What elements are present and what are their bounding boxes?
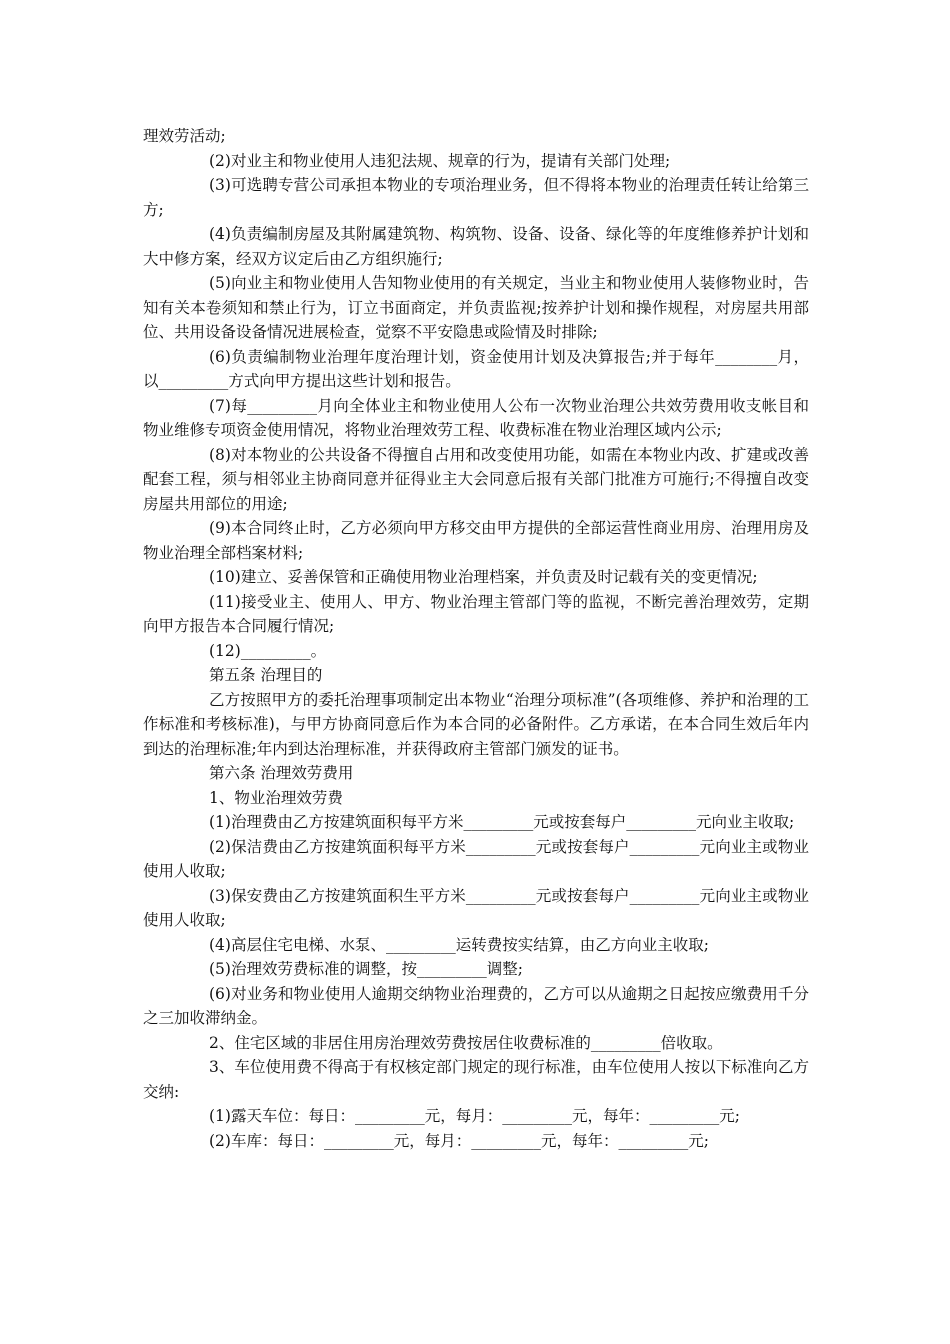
paragraph-item-4: (4)负责编制房屋及其附属建筑物、构筑物、设备、设备、绿化等的年度维修养护计划和大中修方案，经双方议定后由乙方组织施行;	[143, 225, 809, 268]
section-3-paragraph: 3、车位使用费不得高于有权核定部门规定的现行标准，由车位使用人按以下标准向乙方交纳:	[143, 1058, 809, 1101]
fee-item-6: (6)对业务和物业使用人逾期交纳物业治理费的，乙方可以从逾期之日起按应缴费用千分之三加收滞纳金。	[143, 984, 809, 1027]
section-1-heading: 1、物业治理效劳费	[209, 788, 343, 807]
paragraph-continuation: 理效劳活动;	[143, 127, 226, 145]
article-5-heading: 第五条 治理目的	[209, 666, 323, 684]
paragraph-item-11: (11)接受业主、使用人、甲方、物业治理主管部门等的监视，不断完善治理效劳，定期向甲方报告本合同履行情况;	[143, 592, 809, 635]
paragraph-item-6: (6)负责编制物业治理年度治理计划，资金使用计划及决算报告;并于每年________月，以_________方式向甲方提出这些计划和报告。	[143, 347, 809, 390]
paragraph-item-12: (12)_________。	[209, 641, 327, 660]
article-6-heading: 第六条 治理效劳费用	[209, 764, 354, 782]
document-page	[143, 124, 809, 1153]
fee-item-2: (2)保洁费由乙方按建筑面积每平方米_________元或按套每户_________元向业主或物业使用人收取;	[143, 837, 809, 880]
paragraph-item-10: (10)建立、妥善保管和正确使用物业治理档案，并负责及时记载有关的变更情况;	[209, 568, 758, 586]
paragraph-item-3: (3)可选聘专营公司承担本物业的专项治理业务，但不得将本物业的治理责任转让给第三方;	[143, 176, 809, 219]
paragraph-item-2: (2)对业主和物业使用人违犯法规、规章的行为，提请有关部门处理;	[209, 151, 671, 170]
fee-item-1: (1)治理费由乙方按建筑面积每平方米_________元或按套每户_________元向业主收取;	[209, 813, 795, 831]
paragraph-item-9: (9)本合同终止时，乙方必须向甲方移交由甲方提供的全部运营性商业用房、治理用房及物业治理全部档案材料;	[143, 519, 809, 562]
fee-item-4: (4)高层住宅电梯、水泵、_________运转费按实结算，由乙方向业主收取;	[209, 935, 709, 954]
parking-item-1: (1)露天车位：每日：_________元，每月：_________元，每年：_________元;	[209, 1107, 740, 1125]
parking-item-2: (2)车库：每日：_________元，每月：_________元，每年：_________元;	[209, 1131, 709, 1150]
article-5-body: 乙方按照甲方的委托治理事项制定出本物业“治理分项标准”(各项维修、养护和治理的工作标准和考核标准)，与甲方协商同意后作为本合同的必备附件。乙方承诺，在本合同生效后年内到达的治理标准;年内到达治理标准，并获得政府主管部门颁发的证书。	[143, 690, 809, 758]
section-2-paragraph: 2、住宅区域的非居住用房治理效劳费按居住收费标准的_________倍收取。	[209, 1033, 723, 1052]
paragraph-item-7: (7)每_________月向全体业主和物业使用人公布一次物业治理公共效劳费用收支帐目和物业维修专项资金使用情况，将物业治理效劳工程、收费标准在物业治理区域内公示;	[143, 396, 809, 439]
fee-item-5: (5)治理效劳费标准的调整，按_________调整;	[209, 960, 523, 978]
fee-item-3: (3)保安费由乙方按建筑面积生平方米_________元或按套每户_________元向业主或物业使用人收取;	[143, 886, 809, 929]
paragraph-item-5: (5)向业主和物业使用人告知物业使用的有关规定，当业主和物业使用人装修物业时，告知有关本卷须知和禁止行为，订立书面商定，并负责监视;按养护计划和操作规程，对房屋共用部位、共用设备设备情况进展检查，觉察不平安隐患或险情及时排除;	[143, 274, 809, 341]
paragraph-item-8: (8)对本物业的公共设备不得擅自占用和改变使用功能，如需在本物业内改、扩建或改善配套工程，须与相邻业主协商同意并征得业主大会同意后报有关部门批准方可施行;不得擅自改变房屋共用部位的用途;	[143, 445, 809, 513]
